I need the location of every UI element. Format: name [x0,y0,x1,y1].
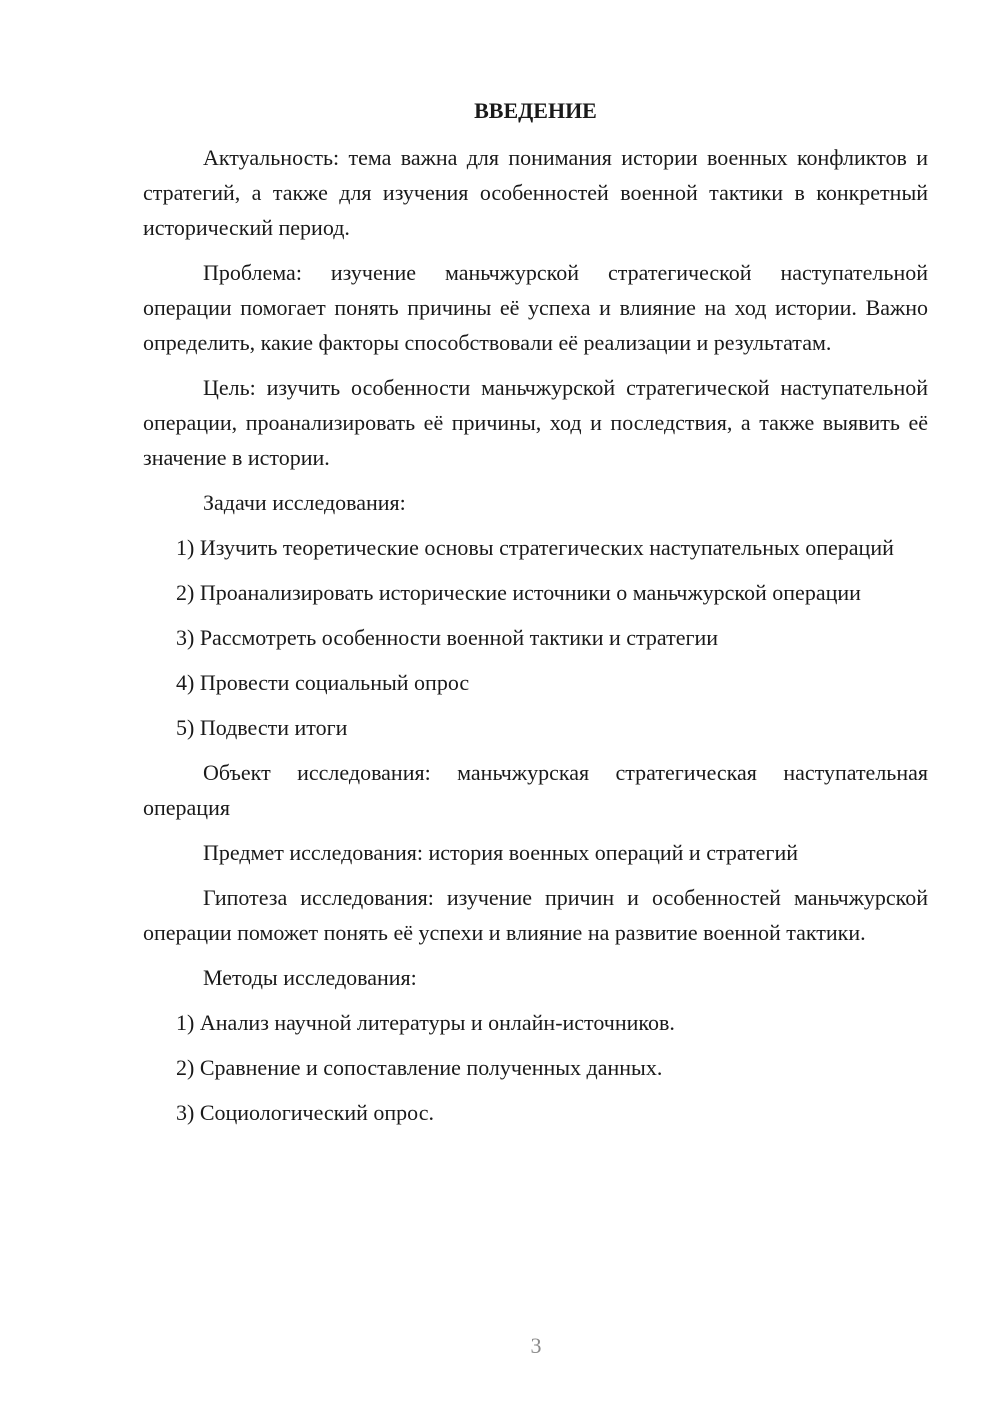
page-content [143,96,928,1140]
hypothesis-paragraph: Гипотеза исследования: изучение причин и особенностей маньчжурской операции поможет понять её успехи и влияние на развитие военной тактики. [143,885,928,945]
goal-paragraph: Цель: изучить особенности маньчжурской стратегической наступательной операции, проанализировать её причины, ход и последствия, а также выявить её значение в истории. [143,375,928,470]
relevance-paragraph: Актуальность: тема важна для понимания истории военных конфликтов и стратегий, а также для изучения особенностей военной тактики в конкретный исторический период. [143,145,928,240]
section-title: ВВЕДЕНИЕ [474,98,597,123]
task-item: 4) Провести социальный опрос [176,670,470,695]
task-item: 3) Рассмотреть особенности военной тактики и стратегии [176,625,719,650]
method-item: 2) Сравнение и сопоставление полученных данных. [176,1055,663,1080]
object-paragraph: Объект исследования: маньчжурская стратегическая наступательная операция [143,760,928,820]
task-item: 5) Подвести итоги [176,715,348,740]
tasks-heading: Задачи исследования: [203,490,406,515]
task-item: 1) Изучить теоретические основы стратегических наступательных операций [176,535,894,560]
method-item: 1) Анализ научной литературы и онлайн-источников. [176,1010,675,1035]
methods-heading: Методы исследования: [203,965,417,990]
task-item: 2) Проанализировать исторические источники о маньчжурской операции [176,580,861,605]
method-item: 3) Социологический опрос. [176,1100,434,1125]
subject-paragraph: Предмет исследования: история военных операций и стратегий [203,840,798,865]
problem-paragraph: Проблема: изучение маньчжурской стратегической наступательной операции помогает понять причины её успеха и влияние на ход истории. Важно определить, какие факторы способствовали её реализации и результатам. [143,260,928,355]
page-number: 3 [530,1333,542,1358]
